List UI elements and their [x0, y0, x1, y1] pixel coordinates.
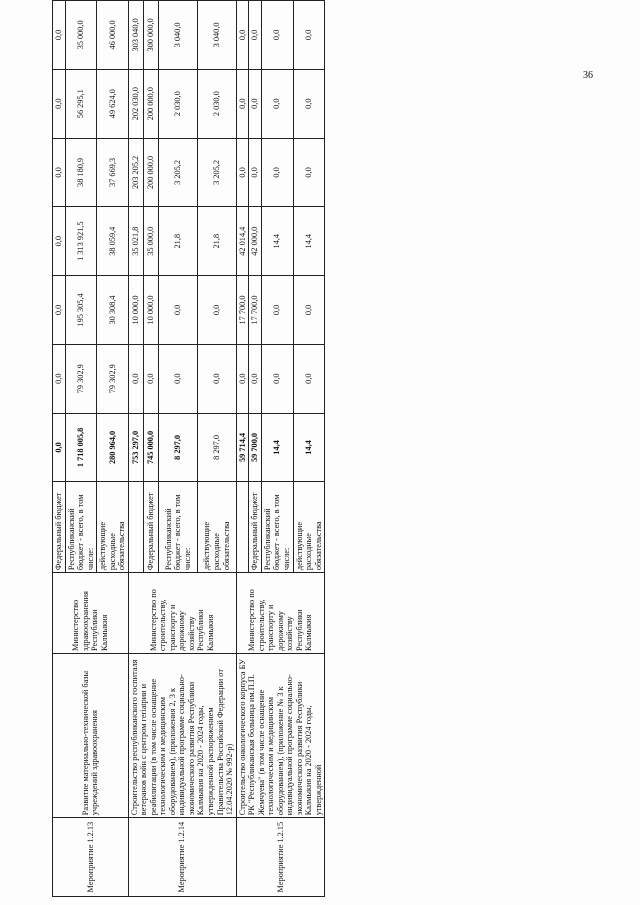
source-label: Республиканский бюджет - всего, в том числе:: [65, 482, 97, 573]
value-cell: 0,0: [53, 69, 66, 138]
value-cell: 753 297,0: [128, 413, 143, 482]
measure-id: Мероприятие 1.2.14: [128, 818, 236, 897]
value-cell: 14,4: [261, 413, 293, 482]
budget-table: [52, 0, 325, 897]
value-cell: 0,0: [249, 69, 262, 138]
value-cell: 0,0: [236, 344, 249, 413]
value-cell: 59 700,0: [249, 413, 262, 482]
value-cell: 202 030,0: [128, 69, 143, 138]
value-cell: 35 000,0: [65, 1, 97, 70]
value-cell: 17 700,0: [236, 276, 249, 345]
measure-id: Мероприятие 1.2.15: [236, 818, 325, 897]
source-label: действующие расходные обязательства: [197, 482, 236, 573]
table-row: [236, 1, 249, 897]
source-label: действующие расходные обязательства: [97, 482, 129, 573]
measure-name: Строительство онкологического корпуса БУ РК "Республиканская больница им.П.П. Жемчуева" (в том числе оснащение технологическим и медицинским оборудованием), (приложение № 3 к индивидуальной программе социально-экономического развития Республики Калмыкия на 2020 - 2024 годы, утвержденной: [236, 654, 325, 818]
value-cell: 0,0: [53, 138, 66, 207]
value-cell: 0,0: [261, 276, 293, 345]
executor: Министерство здравоохранения Республики Калмыкия: [53, 573, 129, 654]
value-cell: 0,0: [293, 69, 325, 138]
value-cell: 0,0: [128, 344, 143, 413]
value-cell: 14,4: [293, 207, 325, 276]
value-cell: 0,0: [249, 1, 262, 70]
source-label: [128, 482, 143, 573]
value-cell: 35 021,8: [128, 207, 143, 276]
value-cell: 3 205,2: [197, 138, 236, 207]
source-label: Республиканский бюджет - всего, в том числе:: [159, 482, 198, 573]
value-cell: 14,4: [293, 413, 325, 482]
source-label: Республиканский бюджет - всего, в том числе:: [261, 482, 293, 573]
value-cell: 46 000,0: [97, 1, 129, 70]
value-cell: 3 040,0: [197, 1, 236, 70]
value-cell: 21,8: [197, 207, 236, 276]
value-cell: 56 295,1: [65, 69, 97, 138]
value-cell: 42 014,4: [236, 207, 249, 276]
value-cell: 300 000,0: [144, 1, 159, 70]
source-label: Федеральный бюджет: [249, 482, 262, 573]
value-cell: 17 700,0: [249, 276, 262, 345]
value-cell: 1 313 921,5: [65, 207, 97, 276]
value-cell: 0,0: [144, 344, 159, 413]
value-cell: 10 000,0: [144, 276, 159, 345]
measure-id: Мероприятие 1.2.13: [53, 818, 129, 897]
value-cell: 200 000,0: [144, 138, 159, 207]
value-cell: 0,0: [236, 69, 249, 138]
table-row: [53, 1, 66, 897]
value-cell: 49 624,0: [97, 69, 129, 138]
value-cell: 0,0: [293, 276, 325, 345]
value-cell: 79 302,9: [65, 344, 97, 413]
executor: Министерство по строительству, транспорту и дорожному хозяйству Республики Калмыкия: [128, 573, 236, 654]
value-cell: 10 000,0: [128, 276, 143, 345]
value-cell: 0,0: [261, 69, 293, 138]
value-cell: 8 297,0: [159, 413, 198, 482]
value-cell: 38 180,9: [65, 138, 97, 207]
value-cell: 0,0: [293, 138, 325, 207]
value-cell: 303 040,0: [128, 1, 143, 70]
page-number: 36: [583, 70, 593, 81]
measure-name: Развитие материально-технической базы учреждений здравоохранения: [53, 654, 129, 818]
value-cell: 0,0: [249, 138, 262, 207]
value-cell: 3 040,0: [159, 1, 198, 70]
value-cell: 21,8: [159, 207, 198, 276]
source-label: действующие расходные обязательства: [293, 482, 325, 573]
value-cell: 200 000,0: [144, 69, 159, 138]
value-cell: 0,0: [53, 207, 66, 276]
value-cell: 0,0: [53, 1, 66, 70]
value-cell: 0,0: [159, 276, 198, 345]
value-cell: 0,0: [197, 344, 236, 413]
value-cell: 2 030,0: [159, 69, 198, 138]
source-label: [236, 482, 249, 573]
value-cell: 59 714,4: [236, 413, 249, 482]
value-cell: 0,0: [261, 344, 293, 413]
value-cell: 3 205,2: [159, 138, 198, 207]
source-label: Федеральный бюджет: [144, 482, 159, 573]
value-cell: 37 669,3: [97, 138, 129, 207]
value-cell: 0,0: [197, 276, 236, 345]
value-cell: 0,0: [236, 1, 249, 70]
value-cell: 0,0: [236, 138, 249, 207]
value-cell: 745 000,0: [144, 413, 159, 482]
value-cell: 1 718 005,8: [65, 413, 97, 482]
measure-name: Строительство республиканского госпиталя ветеранов войн с центром геriatрии и реабилитации (в том числе оснащение технологическим и медицинским оборудованием), (приложения 2, 3 к индивидуальной программе социально-экономического развития Республики Калмыкия на 2020 - 2024 годы, утвержденной распоряжением Правительства Российской Федерации от 12.04.2020 № 992-р): [128, 654, 236, 818]
value-cell: 0,0: [261, 138, 293, 207]
value-cell: 79 302,9: [97, 344, 129, 413]
value-cell: 35 000,0: [144, 207, 159, 276]
value-cell: 30 308,4: [97, 276, 129, 345]
value-cell: 0,0: [293, 344, 325, 413]
value-cell: 0,0: [249, 344, 262, 413]
value-cell: 0,0: [53, 413, 66, 482]
value-cell: 8 297,0: [197, 413, 236, 482]
value-cell: 0,0: [159, 344, 198, 413]
value-cell: 0,0: [293, 1, 325, 70]
value-cell: 14,4: [261, 207, 293, 276]
value-cell: 203 205,2: [128, 138, 143, 207]
value-cell: 0,0: [261, 1, 293, 70]
value-cell: 195 305,4: [65, 276, 97, 345]
executor: Министерство по строительству, транспорту и дорожному хозяйству Республики Калмыкия: [236, 573, 325, 654]
source-label: Федеральный бюджет: [53, 482, 66, 573]
table-row: [128, 1, 143, 897]
value-cell: 0,0: [53, 344, 66, 413]
value-cell: 280 964,0: [97, 413, 129, 482]
value-cell: 0,0: [53, 276, 66, 345]
value-cell: 38 059,4: [97, 207, 129, 276]
value-cell: 42 000,0: [249, 207, 262, 276]
value-cell: 2 030,0: [197, 69, 236, 138]
